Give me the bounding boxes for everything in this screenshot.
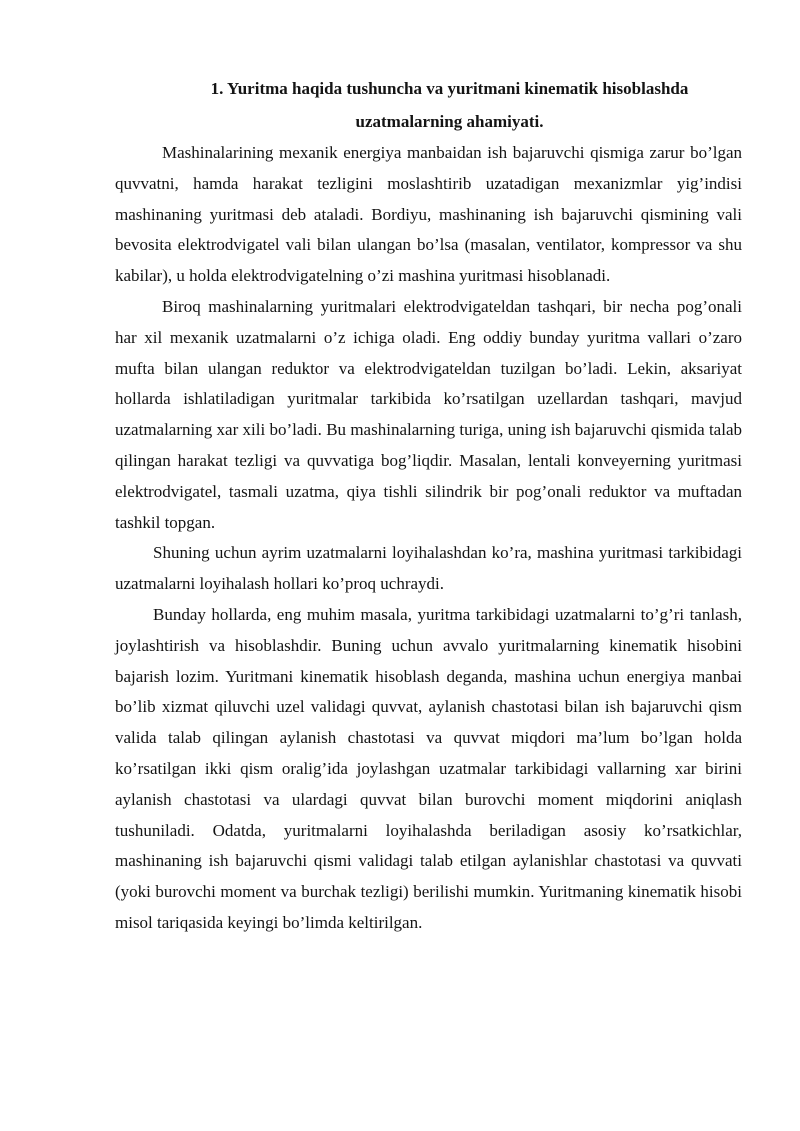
section-heading bbox=[115, 72, 742, 138]
paragraph-3: Shuning uchun ayrim uzatmalarni loyihalashdan ko’ra, mashina yuritmasi tarkibidagi uzatmalarni loyihalash hollari ko’proq uchraydi. bbox=[115, 543, 742, 594]
paragraph-1: Mashinalarining mexanik energiya manbaidan ish bajaruvchi qismiga zarur bo’lgan quvvatni, hamda harakat tezligini moslashtirib uzatadigan mexanizmlar yig’indisi mashinaning yuritmasi deb ataladi. Bordiyu, mashinaning ish bajaruvchi qismining vali bevosita elektrodvigatel vali bilan ulangan bo’lsa (masalan, ventilator, kompressor va shu kabilar), u holda elektrodvigatelning o’zi mashina yuritmasi hisoblanadi. bbox=[115, 143, 742, 286]
section-heading-line-1: 1. Yuritma haqida tushuncha va yuritmani kinematik hisoblashda bbox=[210, 79, 689, 98]
document-body bbox=[115, 72, 742, 939]
paragraph-4: Bunday hollarda, eng muhim masala, yuritma tarkibidagi uzatmalarni to’g’ri tanlash, joylashtirish va hisoblashdir. Buning uchun avvalo yuritmalarning kinematik hisobini bajarish lozim. Yuritmani kinematik hisoblash deganda, mashina uchun energiya manbai bo’lib xizmat qiluvchi uzel validagi quvvat, aylanish chastotasi bilan ish bajaruvchi qism valida talab qilingan aylanish chastotasi va quvvat miqdori ma’lum bo’lgan holda ko’rsatilgan ikki qism oralig’ida joylashgan uzatmalar tarkibidagi vallarning xar birini aylanish chastotasi va ulardagi quvvat bilan burovchi moment miqdorini aniqlash tushuniladi. Odatda, yuritmalarni loyihalashda beriladigan asosiy ko’rsatkichlar, mashinaning ish bajaruvchi qismi validagi talab etilgan aylanishlar chastotasi va quvvati (yoki burovchi moment va burchak tezligi) berilishi mumkin. Yuritmaning kinematik hisobi misol tariqasida keyingi bo’limda keltirilgan. bbox=[115, 604, 742, 932]
section-heading-line-2: uzatmalarning ahamiyati. bbox=[355, 112, 544, 131]
paragraph-2: Biroq mashinalarning yuritmalari elektrodvigateldan tashqari, bir necha pog’onali har xil mexanik uzatmalarni o’z ichiga oladi. Eng oddiy bunday yuritma vallari o’zaro mufta bilan ulangan reduktor va elektrodvigateldan tuzilgan bo’ladi. Lekin, aksariyat hollarda ishlatiladigan yuritmalar tarkibida ko’rsatilgan uzellardan tashqari, mavjud uzatmalarning xar xili bo’ladi. Bu mashinalarning turiga, uning ish bajaruvchi qismida talab qilingan harakat tezligi va quvvatiga bog’liqdir. Masalan, lentali konveyerning yuritmasi elektrodvigatel, tasmali uzatma, qiya tishli silindrik bir pog’onali reduktor va muftadan tashkil topgan. bbox=[115, 296, 742, 532]
